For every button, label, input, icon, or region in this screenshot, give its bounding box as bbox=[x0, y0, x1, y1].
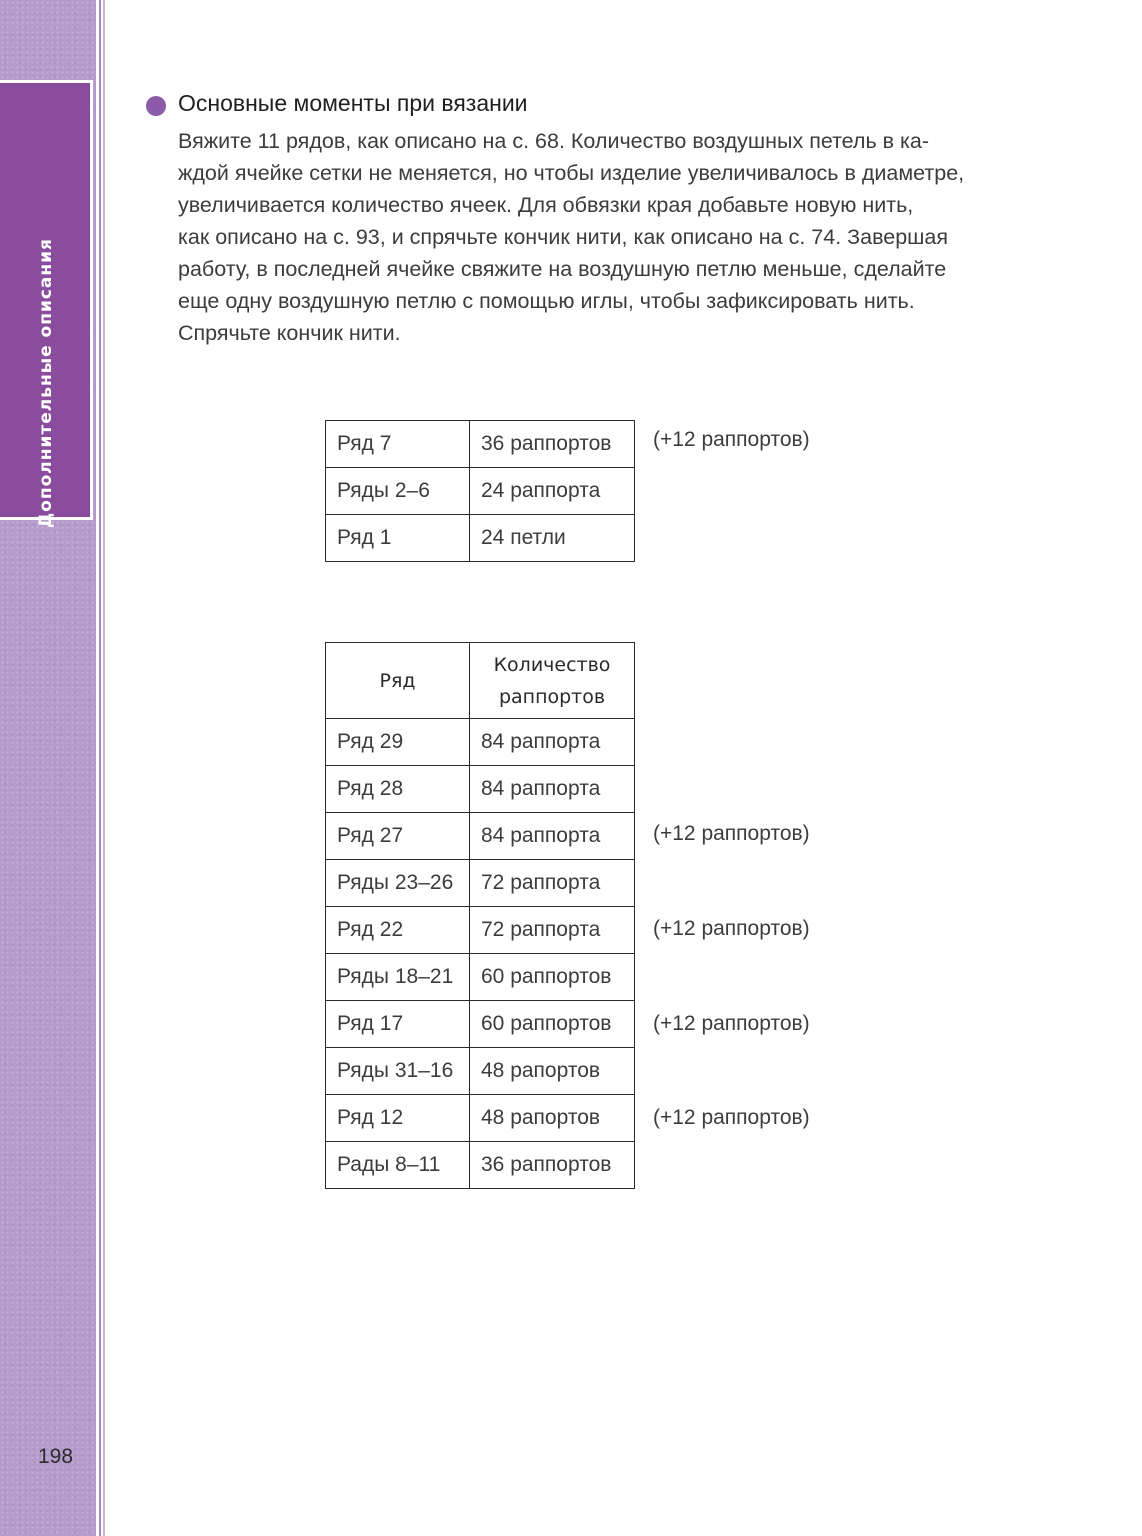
count-cell: 72 раппорта bbox=[470, 907, 635, 954]
header-row: Ряд bbox=[326, 643, 470, 719]
rows-table-large bbox=[325, 642, 635, 1189]
row-cell: Ряд 17 bbox=[326, 1001, 470, 1048]
count-cell: 84 раппорта bbox=[470, 813, 635, 860]
increase-note: (+12 раппортов) bbox=[653, 917, 810, 940]
count-cell: 48 рапортов bbox=[470, 1095, 635, 1142]
row-cell: Ряд 27 bbox=[326, 813, 470, 860]
increase-note: (+12 раппортов) bbox=[653, 428, 810, 451]
row-cell: Ряды 2–6 bbox=[326, 468, 470, 515]
header-count-line: раппортов bbox=[498, 685, 606, 708]
row-cell: Ряд 29 bbox=[326, 719, 470, 766]
body-paragraph bbox=[178, 125, 1058, 349]
table-row bbox=[326, 1001, 635, 1048]
body-line: работу, в последней ячейке свяжите на воздушную петлю меньше, сделайте bbox=[178, 257, 947, 281]
table-row bbox=[326, 813, 635, 860]
body-line: Вяжите 11 рядов, как описано на с. 68. Количество воздушных петель в ка- bbox=[178, 129, 930, 153]
row-cell: Ряд 28 bbox=[326, 766, 470, 813]
bullet-dot-icon bbox=[146, 96, 166, 116]
header-count-line: Количество bbox=[493, 653, 611, 676]
count-cell: 48 рапортов bbox=[470, 1048, 635, 1095]
row-cell: Ряд 7 bbox=[326, 421, 470, 468]
count-cell: 36 раппортов bbox=[470, 421, 635, 468]
table-row bbox=[326, 954, 635, 1001]
count-cell: 36 раппортов bbox=[470, 1142, 635, 1189]
count-cell: 84 раппорта bbox=[470, 766, 635, 813]
count-cell: 72 раппорта bbox=[470, 860, 635, 907]
section-heading: Основные моменты при вязании bbox=[178, 90, 528, 116]
table-row bbox=[326, 468, 635, 515]
increase-note: (+12 раппортов) bbox=[653, 1106, 810, 1129]
count-cell: 24 петли bbox=[470, 515, 635, 562]
table-row bbox=[326, 766, 635, 813]
row-cell: Ряд 1 bbox=[326, 515, 470, 562]
table-row bbox=[326, 421, 635, 468]
table-row bbox=[326, 907, 635, 954]
count-cell: 60 раппортов bbox=[470, 954, 635, 1001]
table-row bbox=[326, 719, 635, 766]
table-header-row bbox=[326, 643, 635, 719]
body-line: увеличивается количество ячеек. Для обвязки края добавьте новую нить, bbox=[178, 193, 914, 217]
row-cell: Ряд 22 bbox=[326, 907, 470, 954]
row-cell: Ряды 18–21 bbox=[326, 954, 470, 1001]
page-number: 198 bbox=[38, 1445, 74, 1468]
band-divider bbox=[103, 0, 105, 1536]
count-cell: 24 раппорта bbox=[470, 468, 635, 515]
body-line: еще одну воздушную петлю с помощью иглы, чтобы зафиксировать нить. bbox=[178, 289, 915, 313]
body-line: ждой ячейке сетки не меняется, но чтобы изделие увеличивалось в диаметре, bbox=[178, 161, 965, 185]
body-line: Спрячьте кончик нити. bbox=[178, 321, 401, 345]
row-cell: Ряды 23–26 bbox=[326, 860, 470, 907]
header-count bbox=[470, 643, 635, 719]
increase-note: (+12 раппортов) bbox=[653, 822, 810, 845]
table-row bbox=[326, 860, 635, 907]
row-cell: Ряд 12 bbox=[326, 1095, 470, 1142]
increase-note: (+12 раппортов) bbox=[653, 1012, 810, 1035]
table-row bbox=[326, 515, 635, 562]
row-cell: Ряды 31–16 bbox=[326, 1048, 470, 1095]
table-row bbox=[326, 1142, 635, 1189]
table-row bbox=[326, 1095, 635, 1142]
body-line: как описано на с. 93, и спрячьте кончик нити, как описано на с. 74. Завершая bbox=[178, 225, 949, 249]
count-cell: 60 раппортов bbox=[470, 1001, 635, 1048]
rows-table-small bbox=[325, 420, 635, 562]
section-tab-label: Дополнительные описания bbox=[36, 238, 56, 528]
section-tab bbox=[0, 80, 93, 528]
count-cell: 84 раппорта bbox=[470, 719, 635, 766]
row-cell: Рады 8–11 bbox=[326, 1142, 470, 1189]
table-row bbox=[326, 1048, 635, 1095]
